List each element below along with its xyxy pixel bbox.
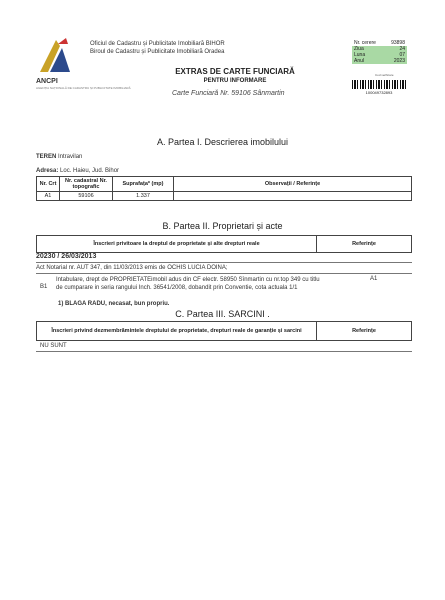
stamp-value: 24 [399,46,405,52]
office-line-1: Oficiul de Cadastru și Publicitate Imobiliară BIHOR [90,41,225,47]
header-cadastral: Nr. cadastral Nr. topografic [60,177,113,192]
section-b-title: B. Partea II. Proprietari și acte [162,221,283,231]
stamp-row [352,58,407,64]
ancpi-logo-icon [36,36,74,76]
charges-header-table [36,321,412,341]
row-ref: A1 [370,276,378,282]
section-a-title: A. Partea I. Descrierea imobilului [156,137,289,147]
stamp-value: 2023 [393,58,405,64]
table-row [37,192,412,201]
cell-crt: A1 [37,192,60,201]
divider [36,262,412,263]
cf-number: Carte Funciară Nr. 59106 Sânmartin [172,90,285,97]
header-crt: Nr. Crt [37,177,60,192]
section-c-title: C. Partea III. SARCINI . [175,309,270,319]
stamp-label: Nr. cerere [354,40,376,46]
charges-col-1: Înscrieri privind dezmembrămintele dreptului de proprietate, drepturi reale de garanție și sarcini [37,322,317,341]
stamp-label: Luna [354,52,366,58]
charges-col-2: Referințe [317,322,412,341]
barcode-number: 100049732893 [365,90,393,95]
land-type-label: TEREN [36,154,57,160]
land-type-value: Intravilan [58,154,83,160]
row-text: Intabulare, drept de PROPRIETATEimobil adus din CF electr. 58950 Sînmartin cu nr.top 349 cu titlu de cumparare in seria rangului Inch. 36541/2008, dobandit prin Conventie, cota actuala 1/1 [56,277,320,291]
owners-col-2: Referințe [317,236,412,253]
stamp-label: Anul [354,58,365,64]
table-header-row [37,177,412,192]
header-observations: Observații / Referințe [174,177,412,192]
code-label: Cod verificare [375,73,394,77]
entry-date: 20230 / 26/03/2013 [36,253,97,260]
owner-line: 1) BLAGA RADU, necasat, bun propriu. [58,301,170,307]
charges-value: NU SUNT [40,343,67,349]
row-id: B1 [40,284,48,290]
document-subtitle: PENTRU INFORMARE [203,78,267,84]
cell-cadastral: 59106 [60,192,113,201]
stamp-value: 93898 [391,40,405,46]
owners-col-1: Înscrieri privitoare la dreptul de proprietate și alte drepturi reale [37,236,317,253]
act-line: Act Notarial nr. AUT 347, din 11/03/2013 emis de OCHIS LUCIA DOINA; [36,265,228,271]
land-type [36,154,82,160]
divider [36,273,412,274]
charges-header-row [37,322,412,341]
owners-header-row [37,236,412,253]
cell-observations [174,192,412,201]
barcode [352,80,406,89]
owners-header-table [36,235,412,253]
document-title: EXTRAS DE CARTE FUNCIARĂ [175,67,295,76]
address-label: Adresa: [36,168,59,174]
header-surface: Suprafața* (mp) [113,177,174,192]
property-table [36,176,412,201]
stamp-label: Ziua [354,46,364,52]
cell-surface: 1.337 [113,192,174,201]
address [36,168,119,174]
stamp-value: 07 [399,52,405,58]
logo-subtext: AGENȚIA NAȚIONALĂ DE CADASTRU ȘI PUBLICITATE IMOBILIARĂ [36,86,131,90]
office-line-2: Biroul de Cadastru și Publicitate Imobiliară Oradea [90,49,225,55]
ancpi-logo [36,36,74,76]
logo-text: ANCPI [36,78,58,85]
request-stamp [352,40,407,64]
address-value: Loc. Haieu, Jud. Bihor [60,168,120,174]
divider [36,351,412,352]
office-block [90,40,225,56]
